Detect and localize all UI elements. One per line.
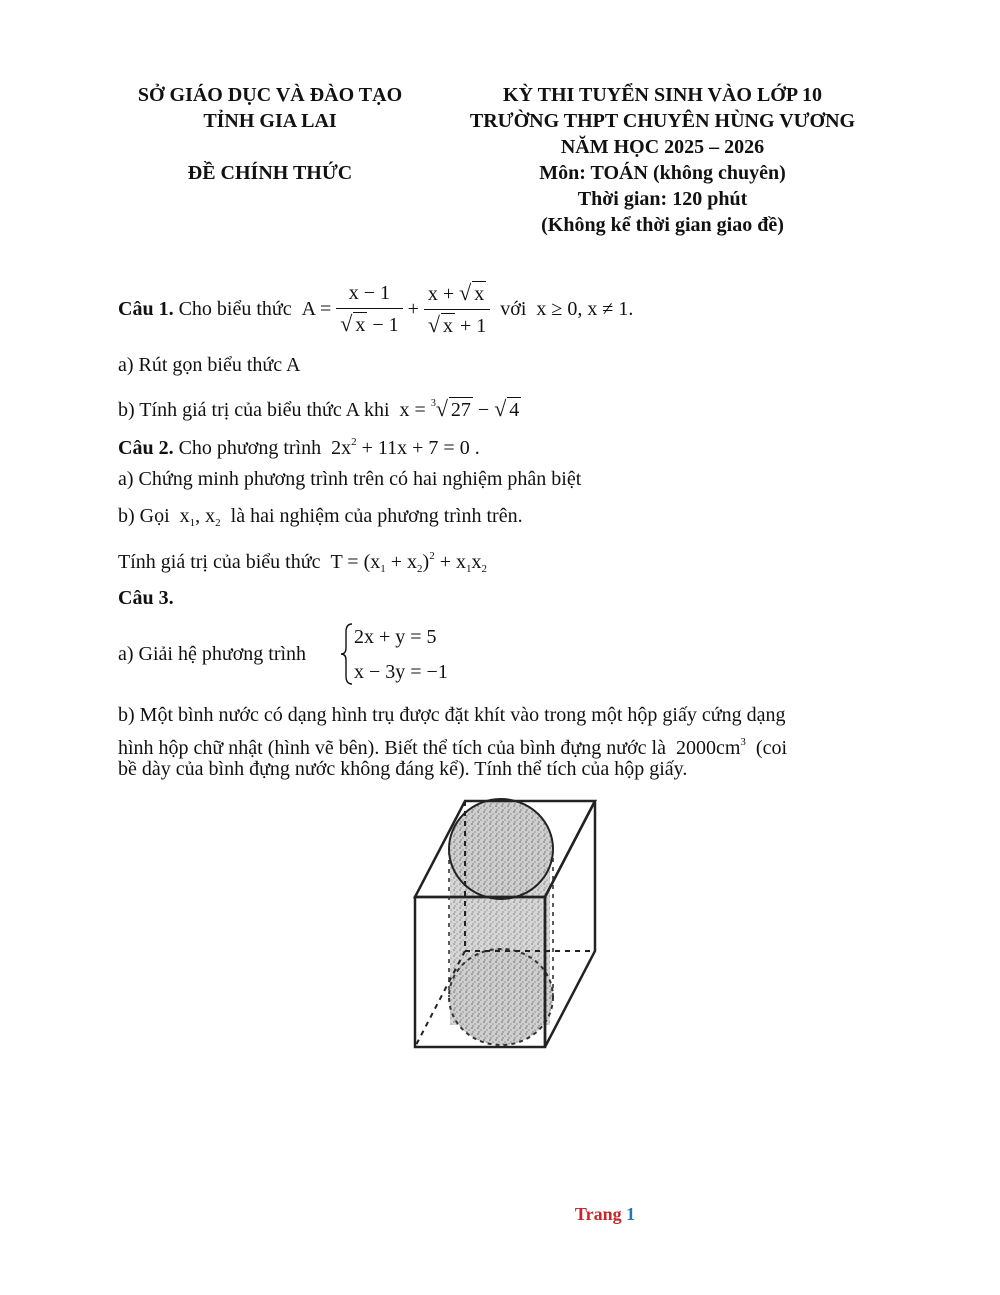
- q2-line: Câu 2. Cho phương trình $2x^2 + 11x + 7 = 0$ .: [118, 436, 480, 459]
- page-number: 1: [626, 1204, 636, 1224]
- q2-part-c: Tính giá trị của biểu thức $T = (x_1 + x_2)^2 + x_1x_2$: [118, 550, 487, 575]
- q1-part-b: b) Tính giá trị của biểu thức A khi x = $^3$√ 27 − √ 4: [118, 396, 520, 421]
- header-department: SỞ GIÁO DỤC VÀ ĐÀO TẠO: [137, 84, 403, 106]
- page-footer: [0, 1204, 1000, 1225]
- system-equation-2: x − 3y = −1: [354, 661, 448, 683]
- q3-part-b-line2: hình hộp chữ nhật (hình vẽ bên). Biết thể tích của bình đựng nước là $2000cm^3$ (coi: [118, 736, 787, 759]
- header-exam-title: KỲ THI TUYỂN SINH VÀO LỚP 10: [503, 84, 822, 106]
- q1-line: [118, 278, 633, 340]
- cylinder-in-box-figure: [405, 793, 610, 1055]
- q3-label: Câu 3.: [118, 587, 174, 609]
- system-brace-icon: [340, 622, 354, 686]
- q3-part-a-text: a) Giải hệ phương trình: [118, 643, 307, 665]
- q2-part-b: b) Gọi $x_1$, $x_2$ là hai nghiệm của phương trình trên.: [118, 505, 523, 529]
- q3-part-b-line3: bề dày của bình đựng nước không đáng kể). Tính thể tích của hộp giấy.: [118, 758, 688, 780]
- q1-condition: x ≥ 0, x ≠ 1.: [536, 298, 634, 320]
- header-province: TỈNH GIA LAI: [203, 110, 337, 132]
- q1-part-a: a) Rút gọn biểu thức A: [118, 354, 301, 376]
- header-duration: Thời gian: 120 phút: [577, 188, 748, 210]
- q1-plus: +: [407, 298, 419, 320]
- header-duration-note: (Không kể thời gian giao đề): [541, 214, 784, 236]
- header-official: ĐỀ CHÍNH THỨC: [187, 162, 353, 184]
- header-year: NĂM HỌC 2025 – 2026: [560, 136, 765, 158]
- q1-lhs: A =: [301, 298, 332, 320]
- footer-label: Trang: [574, 1204, 622, 1224]
- q1-intro: Cho biểu thức: [178, 298, 292, 320]
- q2-label: Câu 2.: [118, 437, 174, 459]
- header-subject: Môn: TOÁN (không chuyên): [539, 162, 786, 184]
- q1-fraction-2: $\frac{x + √ x}{√ x + 1}$: [424, 278, 490, 341]
- q1-label: Câu 1.: [118, 298, 174, 320]
- q3-part-b-line1: b) Một bình nước có dạng hình trụ được đặt khít vào trong một hộp giấy cứng dạng: [118, 704, 786, 726]
- system-equation-1: 2x + y = 5: [354, 626, 437, 648]
- q1-fraction-1: $\frac{x - 1}{√ x - 1}$: [336, 278, 402, 340]
- header-school: TRƯỜNG THPT CHUYÊN HÙNG VƯƠNG: [469, 110, 856, 132]
- q2-part-a: a) Chứng minh phương trình trên có hai nghiệm phân biệt: [118, 468, 582, 490]
- q1-condition-word: với: [500, 298, 527, 320]
